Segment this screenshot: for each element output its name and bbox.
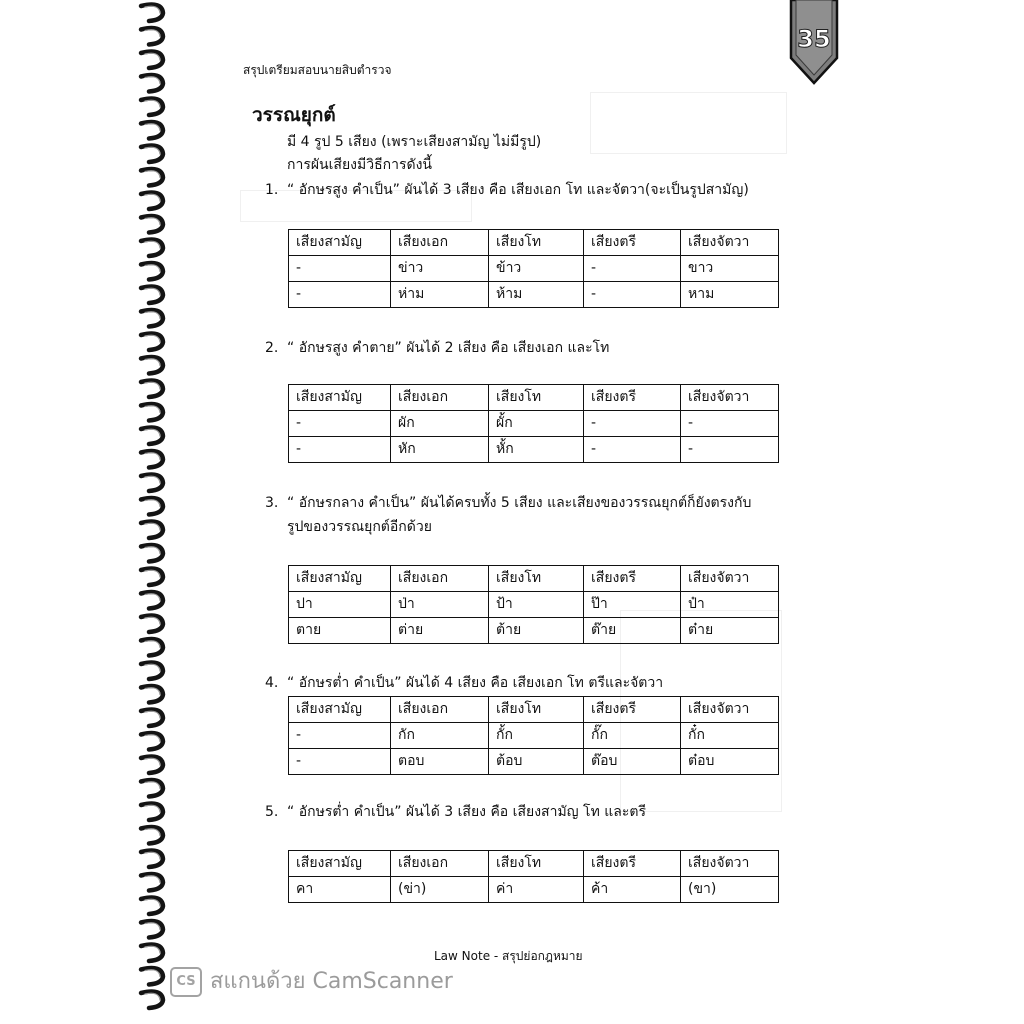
spiral-coil <box>141 146 163 162</box>
spiral-coil <box>141 545 163 561</box>
spiral-coil <box>141 710 163 726</box>
table-cell: หาม <box>681 282 779 308</box>
table-header-row <box>289 230 779 256</box>
table-cell: - <box>584 282 681 308</box>
spiral-coil <box>141 75 163 91</box>
spiral-coil <box>141 921 163 937</box>
tone-table-2 <box>288 384 779 463</box>
table-header-cell: เสียงสามัญ <box>289 697 391 723</box>
table-cell: ข้าว <box>489 256 584 282</box>
item-text: “ อักษรกลาง คำเป็น” ผันได้ครบทั้ง 5 เสียง และเสียงของวรรณยุกต์ก็ยังตรงกับ <box>287 495 752 511</box>
spiral-coil <box>141 898 163 914</box>
spiral-coil <box>141 686 163 702</box>
table-cell: - <box>584 256 681 282</box>
table-cell: ต๊าย <box>584 618 681 644</box>
spiral-coil <box>141 404 163 420</box>
spiral-coil <box>141 874 163 890</box>
table-cell: - <box>289 282 391 308</box>
table-header-cell: เสียงสามัญ <box>289 385 391 411</box>
table-cell: ตอบ <box>391 749 489 775</box>
section-heading: วรรณยุกต์ <box>252 104 336 126</box>
table-cell: ตาย <box>289 618 391 644</box>
camscanner-watermark: สแกนด้วย CamScanner <box>210 969 453 994</box>
spiral-coil <box>141 475 163 491</box>
table-cell: - <box>584 411 681 437</box>
spiral-coil <box>141 733 163 749</box>
table-cell: - <box>289 437 391 463</box>
bleed-through-ghost <box>590 92 787 154</box>
spiral-coil <box>141 757 163 773</box>
spiral-coil <box>141 216 163 232</box>
table-header-cell: เสียงโท <box>489 851 584 877</box>
table-cell: ต้อบ <box>489 749 584 775</box>
table-header-cell: เสียงเอก <box>391 697 489 723</box>
spiral-coil <box>141 263 163 279</box>
table-cell: (ขา) <box>681 877 779 903</box>
spiral-coil <box>141 639 163 655</box>
table-header-cell: เสียงโท <box>489 566 584 592</box>
table-cell: กั๋ก <box>681 723 779 749</box>
table-header-row <box>289 851 779 877</box>
table-cell: - <box>289 749 391 775</box>
table-cell: - <box>681 411 779 437</box>
table-cell: ต๋าย <box>681 618 779 644</box>
item-text: “ อักษรสูง คำตาย” ผันได้ 2 เสียง คือ เสียงเอก และโท <box>287 340 610 356</box>
item-number: 3. <box>265 495 279 511</box>
spiral-coil <box>141 945 163 961</box>
table-header-row <box>289 697 779 723</box>
item-number: 1. <box>265 182 279 198</box>
item-number: 4. <box>265 675 279 691</box>
table-header-cell: เสียงจัตวา <box>681 230 779 256</box>
table-cell: - <box>289 411 391 437</box>
item-text: รูปของวรรณยุกต์อีกด้วย <box>287 519 432 535</box>
table-cell: คา <box>289 877 391 903</box>
intro-line: มี 4 รูป 5 เสียง (เพราะเสียงสามัญ ไม่มีรูป) <box>287 134 542 150</box>
table-row <box>289 723 779 749</box>
table-header-cell: เสียงตรี <box>584 230 681 256</box>
spiral-coil <box>141 663 163 679</box>
camscanner-logo: CS <box>170 967 202 997</box>
table-header-cell: เสียงเอก <box>391 566 489 592</box>
table-row <box>289 592 779 618</box>
table-header-row <box>289 385 779 411</box>
table-cell: ห้าม <box>489 282 584 308</box>
table-header-cell: เสียงตรี <box>584 851 681 877</box>
table-row <box>289 282 779 308</box>
item-text: “ อักษรสูง คำเป็น” ผันได้ 3 เสียง คือ เสียงเอก โท และจัตวา(จะเป็นรูปสามัญ) <box>287 182 749 198</box>
spiral-binding <box>0 0 200 1024</box>
spiral-coil <box>141 310 163 326</box>
table-header-row <box>289 566 779 592</box>
table-cell: ป้า <box>489 592 584 618</box>
spiral-coil <box>141 193 163 209</box>
item-number: 2. <box>265 340 279 356</box>
table-header-cell: เสียงจัตวา <box>681 697 779 723</box>
page-number-badge <box>788 0 840 86</box>
table-row <box>289 877 779 903</box>
table-cell: ต่าย <box>391 618 489 644</box>
spiral-coil <box>141 992 163 1008</box>
table-cell: ห่าม <box>391 282 489 308</box>
table-row <box>289 749 779 775</box>
spiral-coil <box>141 287 163 303</box>
table-header-cell: เสียงสามัญ <box>289 230 391 256</box>
spiral-coil <box>141 569 163 585</box>
spiral-coil <box>141 169 163 185</box>
table-cell: (ข่า) <box>391 877 489 903</box>
table-cell: ปา <box>289 592 391 618</box>
page-footer: Law Note - สรุปย่อกฎหมาย <box>434 949 583 963</box>
table-cell: หัก <box>391 437 489 463</box>
spiral-coil <box>141 428 163 444</box>
table-cell: ต้าย <box>489 618 584 644</box>
spiral-coil <box>141 122 163 138</box>
table-cell: ป่า <box>391 592 489 618</box>
page-number: 35 <box>797 25 831 53</box>
spiral-coil <box>141 357 163 373</box>
spiral-coil <box>141 99 163 115</box>
table-header-cell: เสียงสามัญ <box>289 851 391 877</box>
table-header-cell: เสียงโท <box>489 385 584 411</box>
table-cell: กั๊ก <box>584 723 681 749</box>
spiral-coil <box>141 28 163 44</box>
table-header-cell: เสียงโท <box>489 697 584 723</box>
table-row <box>289 256 779 282</box>
spiral-coil <box>141 498 163 514</box>
table-cell: - <box>584 437 681 463</box>
tone-table-3 <box>288 565 779 644</box>
table-header-cell: เสียงจัตวา <box>681 851 779 877</box>
table-cell: ต๋อบ <box>681 749 779 775</box>
table-row <box>289 618 779 644</box>
table-cell: กั้ก <box>489 723 584 749</box>
table-cell: ป๋า <box>681 592 779 618</box>
table-cell: - <box>289 723 391 749</box>
table-cell: ข่าว <box>391 256 489 282</box>
tone-table-5 <box>288 850 779 903</box>
table-header-cell: เสียงเอก <box>391 230 489 256</box>
table-cell: ป๊า <box>584 592 681 618</box>
table-header-cell: เสียงตรี <box>584 385 681 411</box>
table-cell: ค้า <box>584 877 681 903</box>
spiral-coil <box>141 616 163 632</box>
spiral-coil <box>141 780 163 796</box>
table-header-cell: เสียงสามัญ <box>289 566 391 592</box>
spiral-coil <box>141 334 163 350</box>
table-cell: ผั้ก <box>489 411 584 437</box>
table-cell: หั้ก <box>489 437 584 463</box>
spiral-coil <box>141 451 163 467</box>
spiral-coil <box>141 52 163 68</box>
table-cell: - <box>681 437 779 463</box>
table-cell: ผัก <box>391 411 489 437</box>
table-header-cell: เสียงโท <box>489 230 584 256</box>
table-header-cell: เสียงตรี <box>584 566 681 592</box>
spiral-coil <box>141 381 163 397</box>
tone-table-4 <box>288 696 779 775</box>
spiral-coil <box>141 5 163 21</box>
table-cell: - <box>289 256 391 282</box>
table-header-cell: เสียงจัตวา <box>681 566 779 592</box>
table-cell: ค่า <box>489 877 584 903</box>
spiral-coil <box>141 592 163 608</box>
spiral-coil <box>141 968 163 984</box>
item-number: 5. <box>265 804 279 820</box>
table-header-cell: เสียงจัตวา <box>681 385 779 411</box>
tone-table-1 <box>288 229 779 308</box>
table-header-cell: เสียงเอก <box>391 385 489 411</box>
table-cell: ขาว <box>681 256 779 282</box>
table-row <box>289 437 779 463</box>
table-cell: กัก <box>391 723 489 749</box>
spiral-coil <box>141 804 163 820</box>
item-text: “ อักษรต่ำ คำเป็น” ผันได้ 3 เสียง คือ เสียงสามัญ โท และตรี <box>287 804 646 820</box>
table-row <box>289 411 779 437</box>
table-header-cell: เสียงตรี <box>584 697 681 723</box>
item-text: “ อักษรต่ำ คำเป็น” ผันได้ 4 เสียง คือ เสียงเอก โท ตรีและจัตวา <box>287 675 664 691</box>
intro-line: การผันเสียงมีวิธีการดังนี้ <box>287 157 432 173</box>
running-title: สรุปเตรียมสอบนายสิบตำรวจ <box>243 63 392 77</box>
table-header-cell: เสียงเอก <box>391 851 489 877</box>
spiral-coil <box>141 522 163 538</box>
table-cell: ต๊อบ <box>584 749 681 775</box>
spiral-coil <box>141 827 163 843</box>
spiral-coil <box>141 851 163 867</box>
spiral-coil <box>141 240 163 256</box>
